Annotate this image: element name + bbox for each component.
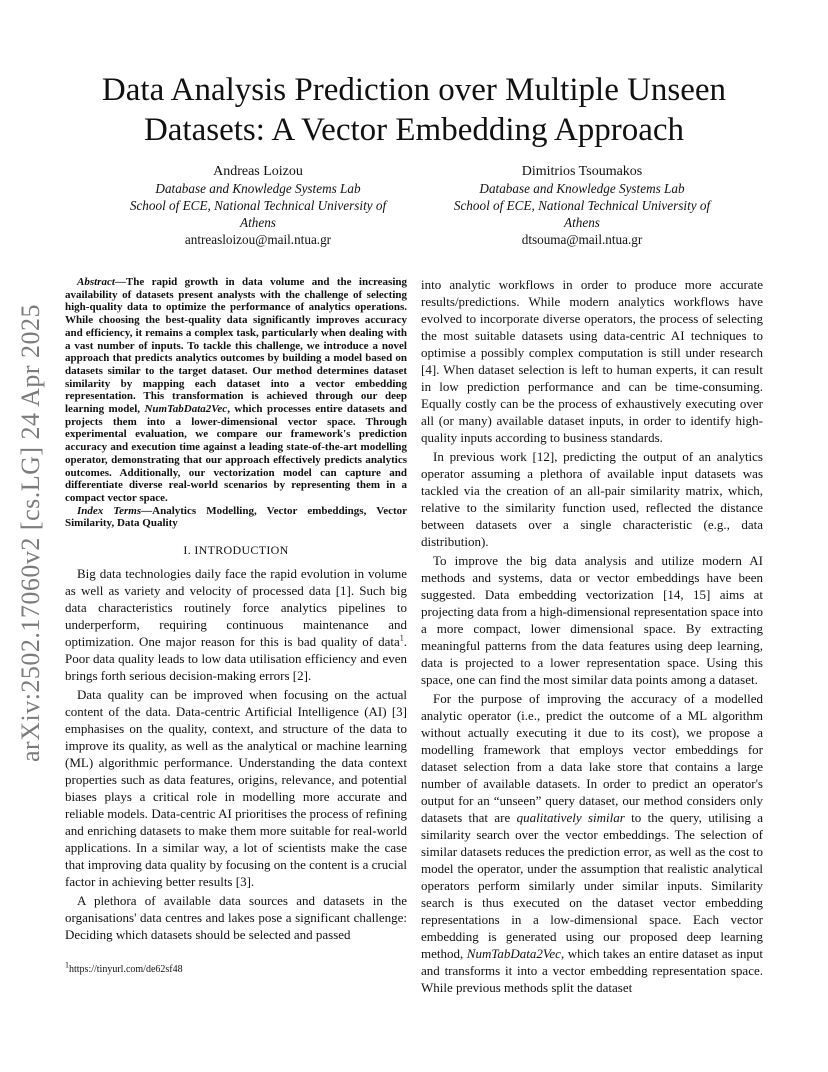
paragraph-text: to the query, utilising a similarity search over the vector embeddings. The selection of similar datasets reduces the prediction error, as well as the cost to model the operator, under the assumption that realistic analytical operators perform similarly under similar inputs. Similarity search is thus executed on the dataset vector embedding representations in a low-dimensional space. Each vector embedding is generated using our proposed deep learning method, bbox=[421, 810, 763, 961]
footnote-number: 1 bbox=[65, 960, 69, 970]
intro-paragraph-5: In previous work [12], predicting the output of an analytics operator assuming a plethora of available input datasets was tackled via the creation of an all-pair similarity matrix, which, relative to the similarity function used, reflected the distance between datasets over a single characteristic (e.g., data distribution). bbox=[421, 449, 763, 549]
abstract bbox=[65, 276, 407, 505]
author-lab: Database and Knowledge Systems Lab bbox=[479, 181, 685, 196]
right-column bbox=[421, 276, 763, 998]
left-column bbox=[65, 276, 407, 945]
intro-paragraph-4: into analytic workflows in order to produce more accurate results/predictions. While modern analytics workflows have evolved to incorporate diverse operators, the process of selecting the most suitable datasets using data-centric AI techniques to optimise a possibly complex computation is still under research [4]. When dataset selection is left to human experts, it can result in low prediction performance and can be time-consuming. Equally costly can be the process of exhaustively executing over all (or many) available dataset inputs, in order to identify high-quality inputs according to business standards. bbox=[421, 277, 763, 445]
intro-paragraph-2: Data quality can be improved when focusing on the actual content of the data. Data-centric Artificial Intelligence (AI) [3] emphasises on the quality, context, and structure of the data to improve its quality, as well as the analytical or machine learning (ML) algorithmic performance. Understanding the data context properties such as data features, origins, relevance, and potential biases plays a critical role in modelling more accurate and reliable models. Data-centric AI prioritises the process of refining and enriching datasets to make them more suitable for real-world applications. In a similar way, a lot of scientists make the case that improving data quality by focusing on the content is a crucial factor in achieving better results [3]. bbox=[65, 687, 407, 890]
paper-title: Data Analysis Prediction over Multiple Unseen Datasets: A Vector Embedding Approach bbox=[101, 72, 727, 148]
author-lab: Database and Knowledge Systems Lab bbox=[155, 181, 361, 196]
author-school: School of ECE, National Technical University of Athens bbox=[129, 198, 387, 230]
paragraph-text: . Poor data quality leads to low data utilisation efficiency and even brings forth serious decision-making errors [2]. bbox=[65, 634, 407, 684]
abstract-model-name: NumTabData2Vec bbox=[144, 403, 228, 416]
abstract-text: —The rapid growth in data volume and the increasing availability of datasets present analysts with the challenge of selecting high-quality data to optimize the performance of analytics operations. While choosing the best-quality data significantly improves accuracy and efficiency, it remains a complex task, particularly when dealing with a vast number of inputs. To tackle this challenge, we introduce a novel approach that predicts analytics outcomes by building a model based on datasets similar to the target dataset. Our method determines dataset similarity by mapping each dataset into a vector embedding representation. This transformation is achieved through our deep learning model, bbox=[65, 276, 407, 416]
abstract-text-after: , which processes entire datasets and projects them into a lower-dimensional vector space. Through experimental evaluation, we compare our framework's prediction accuracy and execution time against a leading state-of-the-art modelling operator, demonstrating that our approach effectively predicts analytics outcomes. Additionally, our vectorization model can capture and differentiate diverse real-world scenarios by representing them in a compact vector space. bbox=[65, 403, 407, 504]
intro-paragraph-3: A plethora of available data sources and datasets in the organisations' data centres and lakes pose a significant challenge: Deciding which datasets should be selected and passed bbox=[65, 893, 407, 943]
index-terms-text: —Analytics Modelling, Vector embeddings, Vector Similarity, Data Quality bbox=[65, 504, 407, 530]
author-email[interactable]: dtsouma@mail.ntua.gr bbox=[521, 232, 643, 247]
intro-paragraph-6: To improve the big data analysis and utilize modern AI methods and systems, data or vector embeddings have been suggested. Data embedding vectorization [14, 15] aims at projecting data from a high-dimensional representation space into a more compact, lower dimensional space. By extracting meaningful patterns from the data features using deep learning, data is projected to a lower representation space. Using this space, one can find the most similar data points among a dataset. bbox=[421, 553, 763, 687]
index-terms-label: Index Terms bbox=[77, 504, 142, 517]
author-name: Dimitrios Tsoumakos bbox=[521, 164, 643, 179]
model-name: NumTabData2Vec bbox=[466, 946, 561, 961]
abstract-label: Abstract bbox=[77, 276, 115, 288]
footnote-link[interactable]: https://tinyurl.com/de62sf48 bbox=[69, 964, 183, 975]
intro-paragraph-7 bbox=[421, 690, 763, 996]
paragraph-text: Big data technologies daily face the rapid evolution in volume as well as variety and velocity of processed data [1]. Such big data characteristics routinely force analytics pipelines to underperform, requiring continuous maintenance and optimization. One major reason for this is bad quality of data bbox=[65, 566, 407, 650]
author-school: School of ECE, National Technical University of Athens bbox=[453, 198, 711, 230]
section-heading: I. INTRODUCTION bbox=[183, 543, 289, 558]
author-email[interactable]: antreasloizou@mail.ntua.gr bbox=[184, 232, 332, 247]
author-name: Andreas Loizou bbox=[213, 164, 303, 179]
footnote bbox=[65, 960, 407, 976]
index-terms bbox=[65, 505, 407, 530]
intro-paragraph-1 bbox=[65, 565, 407, 684]
author-block-2 bbox=[437, 163, 727, 248]
paragraph-text: For the purpose of improving the accuracy of a modelled analytic operator (i.e., predict the outcome of a ML algorithm without actually executing it due to its cost), we propose a modelling framework that employs vector embeddings for dataset selection from a data lake store that contains a large number of available datasets. In order to predict an operator's output for an “unseen” query dataset, our method considers only datasets that are bbox=[421, 691, 763, 825]
paragraph-text: , which takes an entire dataset as input and transforms it into a vector embedding representation space. While previous methods split the dataset bbox=[421, 946, 763, 995]
author-block-1 bbox=[113, 163, 403, 248]
emphasis-text: qualitatively similar bbox=[516, 810, 625, 825]
arxiv-stamp[interactable]: arXiv:2502.17060v2 [cs.LG] 24 Apr 2025 bbox=[16, 303, 45, 762]
footnote-marker[interactable]: 1 bbox=[399, 633, 404, 643]
